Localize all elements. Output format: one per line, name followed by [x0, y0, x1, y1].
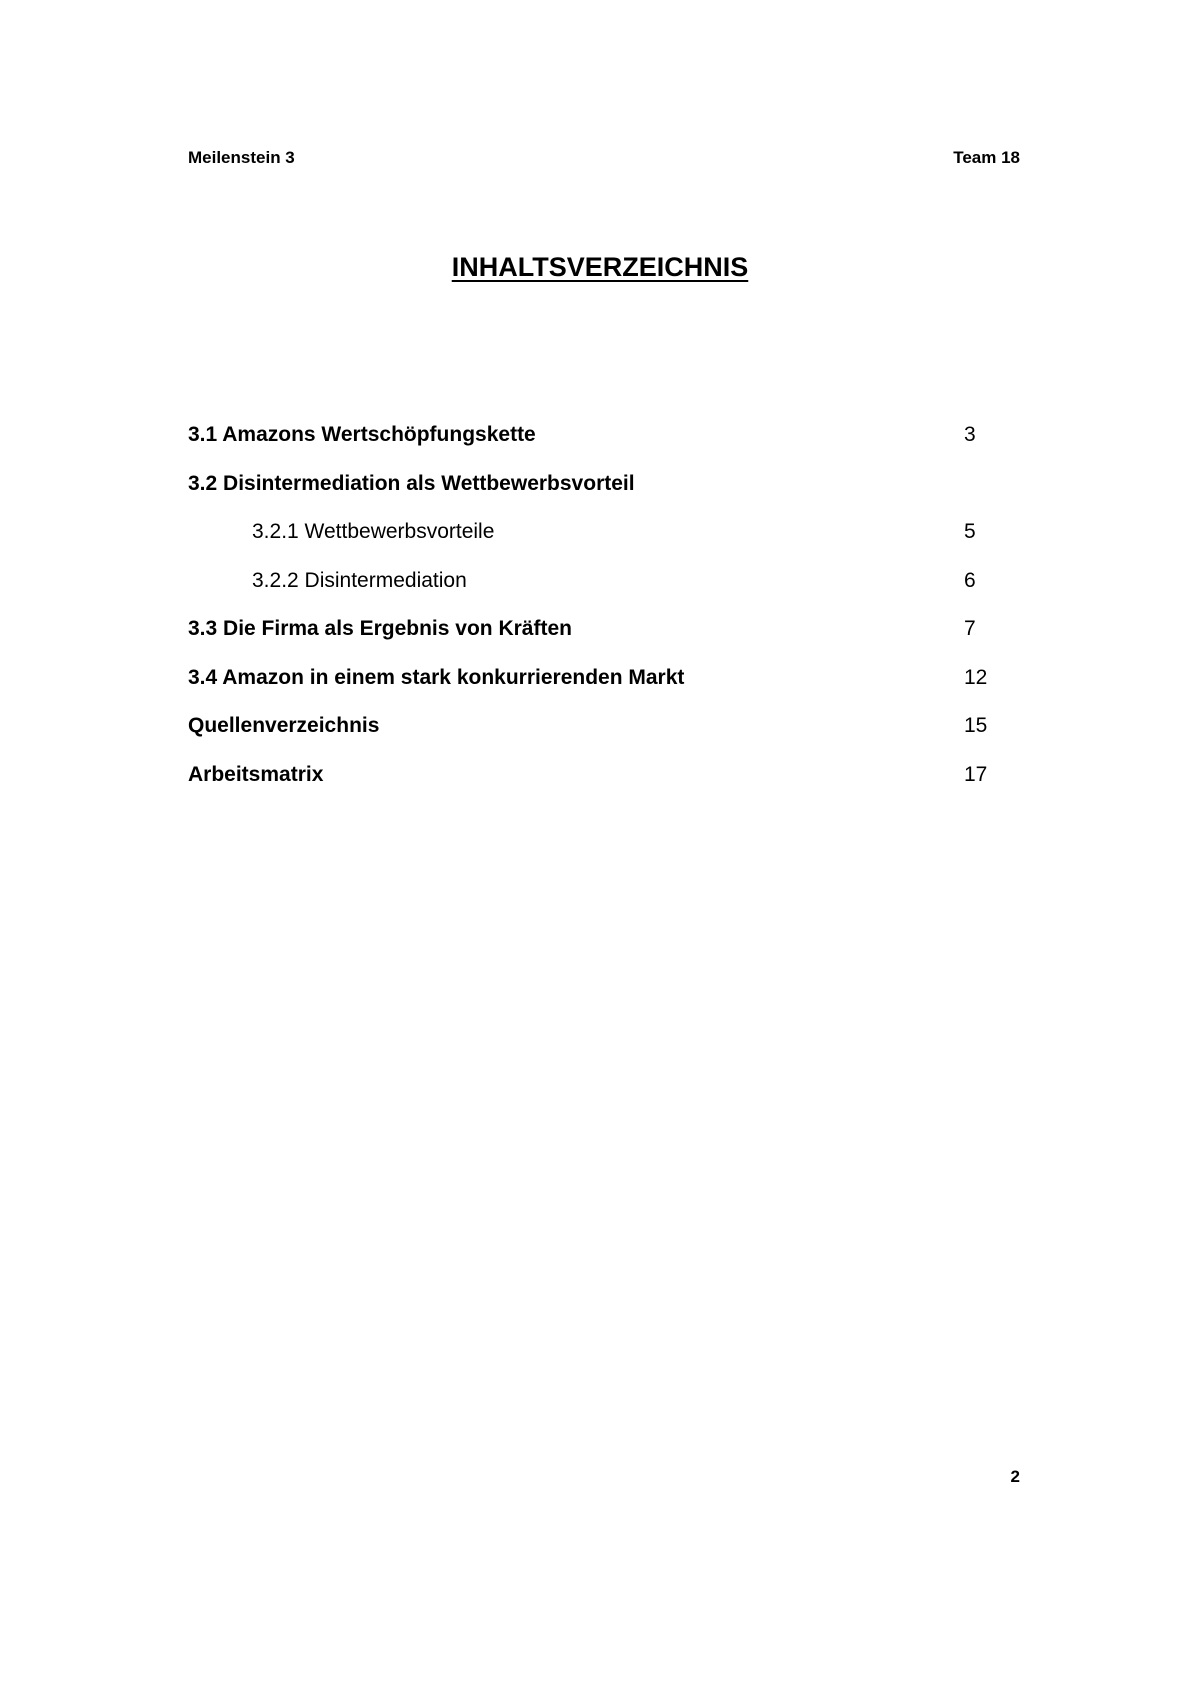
- header-left-text: Meilenstein 3: [188, 148, 295, 167]
- toc-entry: [188, 614, 1008, 663]
- toc-entry: [188, 663, 1008, 712]
- toc-entry-page: 15: [964, 714, 988, 737]
- toc-entry-label: 3.4 Amazon in einem stark konkurrierenden Markt: [188, 665, 685, 689]
- toc-entry-page: 3: [964, 423, 976, 446]
- toc-entry-label: 3.2 Disintermediation als Wettbewerbsvorteil: [188, 471, 635, 495]
- toc-entry: [188, 760, 1008, 809]
- header-right-text: Team 18: [953, 148, 1020, 167]
- toc-entry-page: 12: [964, 665, 988, 689]
- toc-entry-label: 3.1 Amazons Wertschöpfungskette: [188, 423, 536, 446]
- toc-entry-label: Quellenverzeichnis: [188, 714, 380, 737]
- toc-subentry: [188, 566, 1008, 615]
- toc-entry-page: 5: [964, 520, 976, 543]
- toc-entry: [188, 711, 1008, 760]
- toc-entry: [188, 420, 1008, 469]
- toc-subentry: [188, 517, 1008, 566]
- toc-entry-label: 3.3 Die Firma als Ergebnis von Kräften: [188, 617, 572, 640]
- toc-title: INHALTSVERZEICHNIS: [451, 252, 749, 282]
- toc-entry-label: 3.2.1 Wettbewerbsvorteile: [252, 520, 495, 543]
- toc-entry-page: 6: [964, 568, 976, 592]
- toc-entry-page: 17: [964, 762, 988, 786]
- page-number: 2: [1010, 1467, 1020, 1486]
- table-of-contents: [188, 420, 1008, 808]
- toc-entry: [188, 469, 1008, 518]
- toc-entry-label: 3.2.2 Disintermediation: [252, 568, 467, 592]
- toc-entry-label: Arbeitsmatrix: [188, 762, 324, 786]
- toc-entry-page: 7: [964, 617, 976, 640]
